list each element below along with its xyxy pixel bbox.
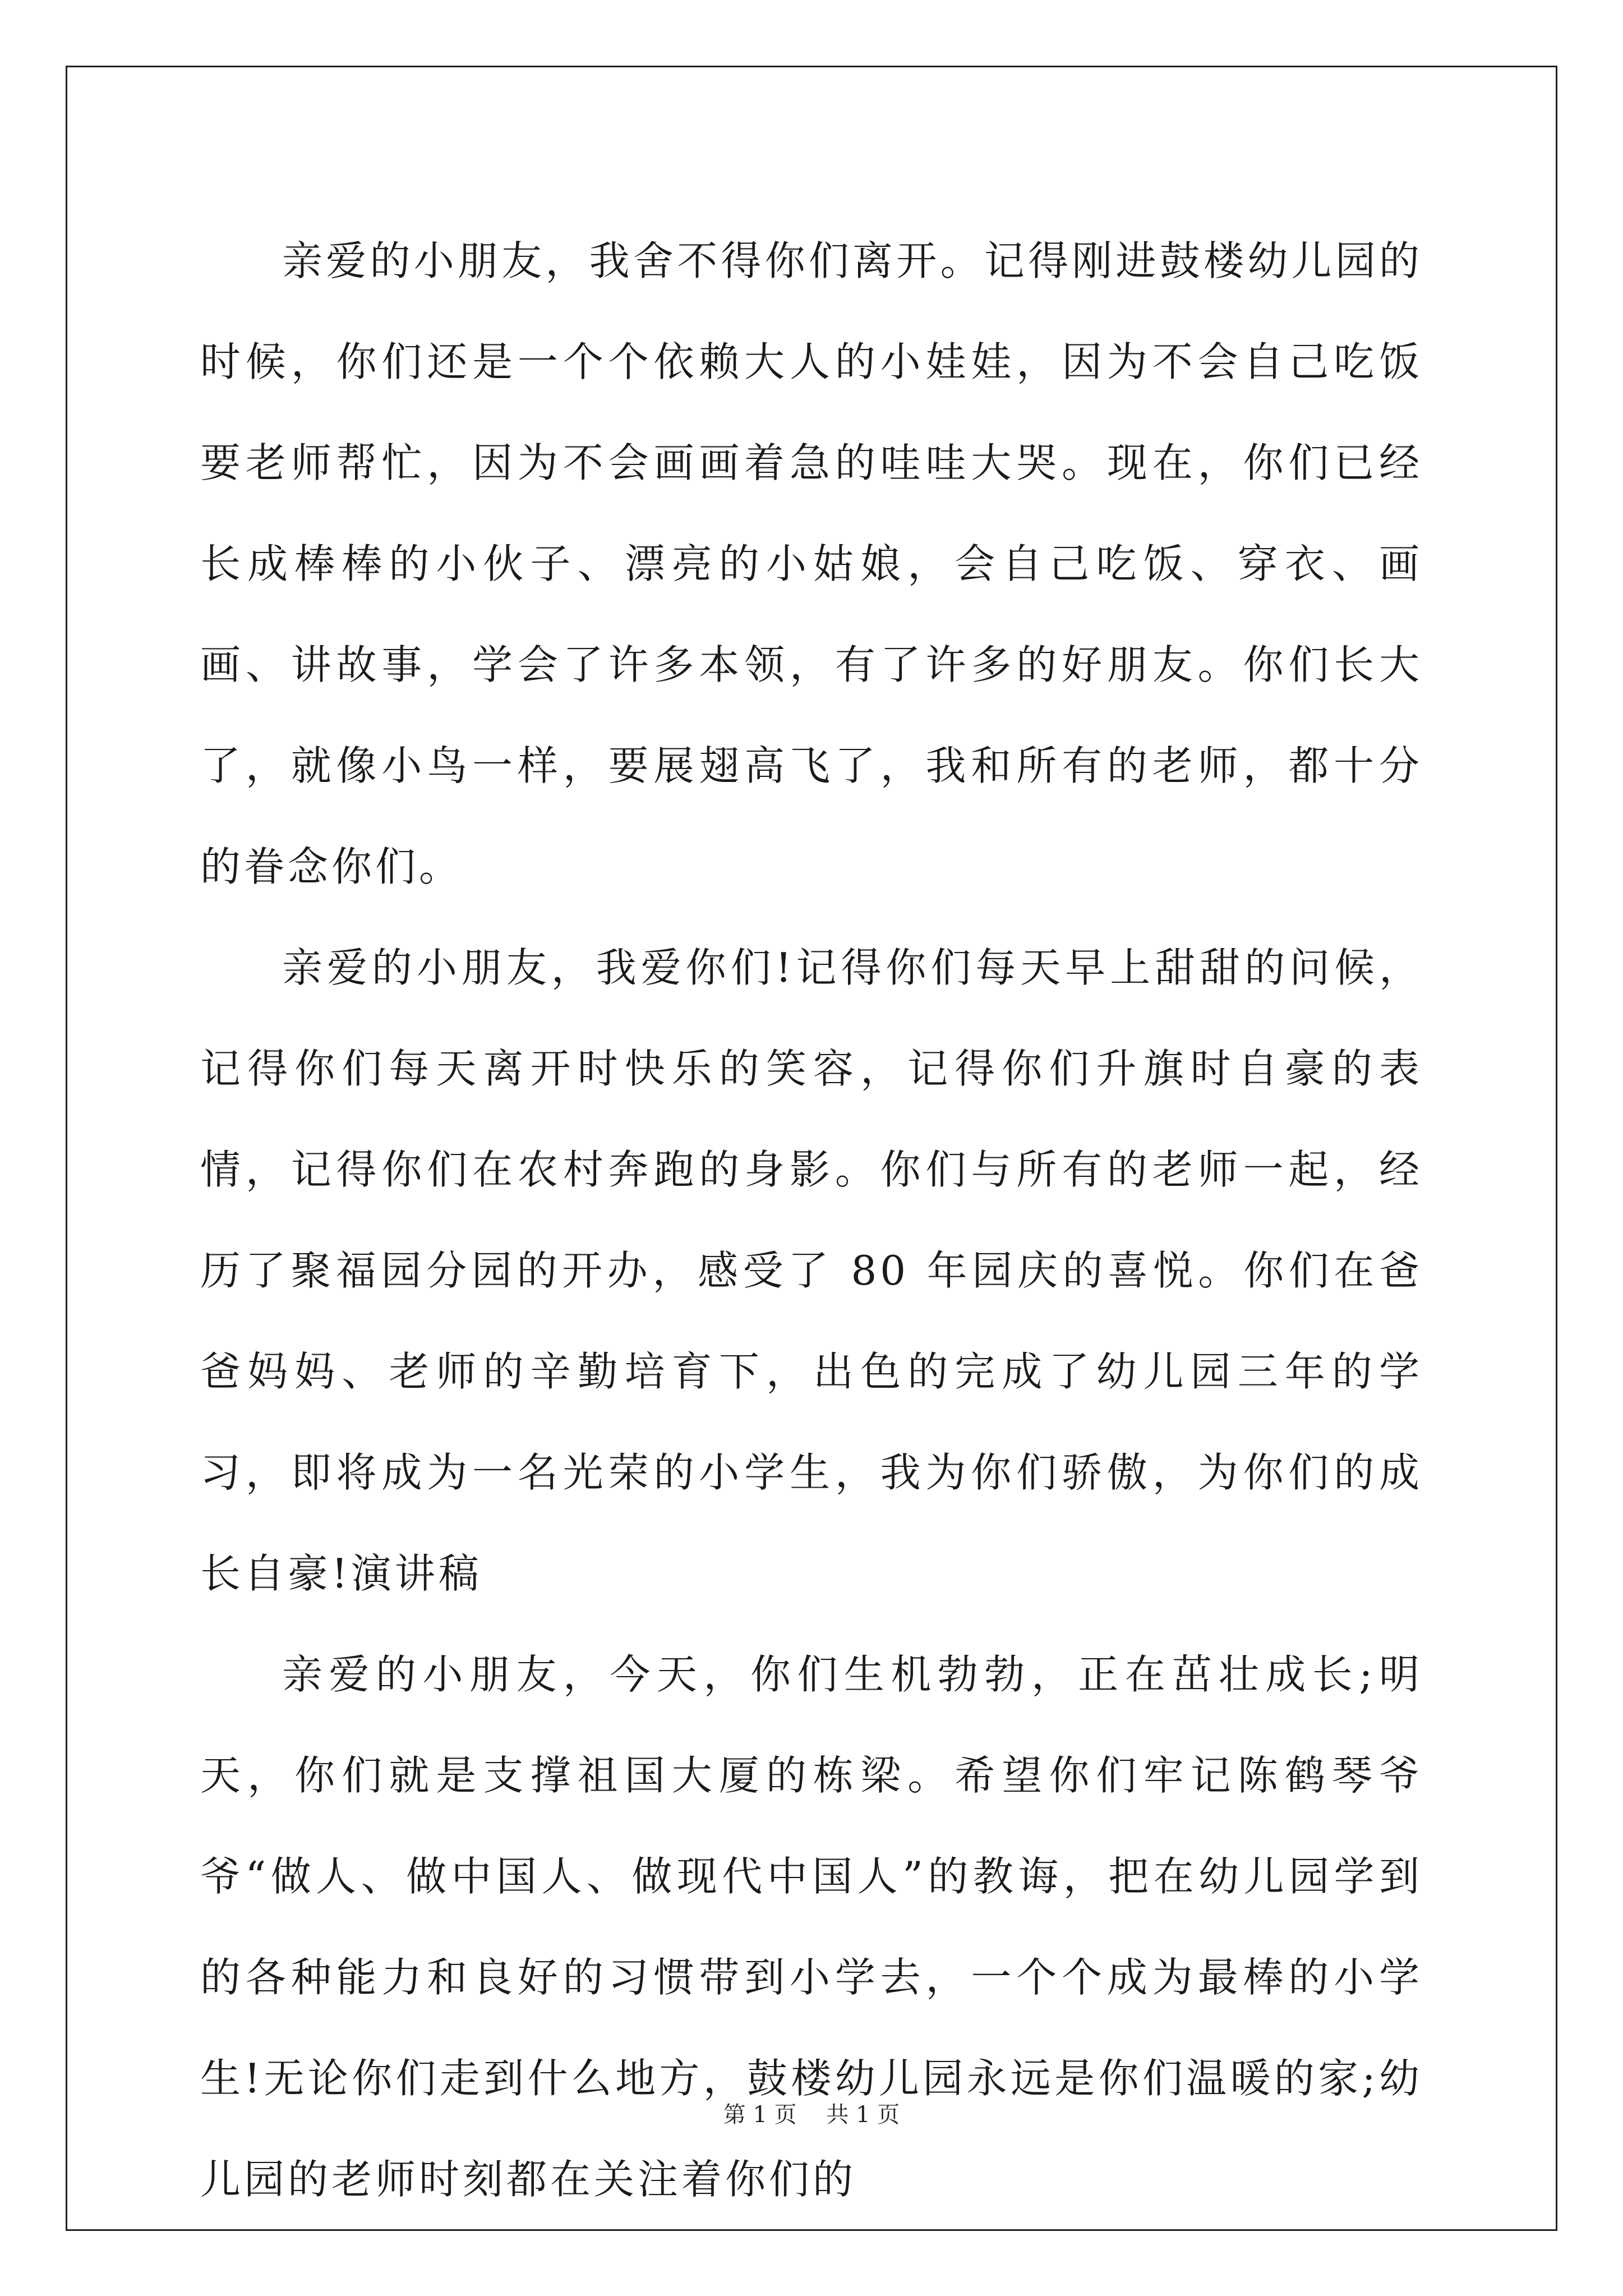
page-number-total: 共 1 页	[826, 2102, 900, 2128]
document-body	[200, 210, 1423, 2230]
paragraph-1: 亲爱的小朋友，我舍不得你们离开。记得刚进鼓楼幼儿园的时候，你们还是一个个依赖大人的小娃娃，因为不会自己吃饭要老师帮忙，因为不会画画着急的哇哇大哭。现在，你们已经长成棒棒的小伙子、漂亮的小姑娘，会自己吃饭、穿衣、画画、讲故事，学会了许多本领，有了许多的好朋友。你们长大了，就像小鸟一样，要展翅高飞了，我和所有的老师，都十分的眷念你们。	[200, 237, 1423, 890]
page-footer	[0, 2099, 1623, 2131]
paragraph-2: 亲爱的小朋友，我爱你们!记得你们每天早上甜甜的问候，记得你们每天离开时快乐的笑容，记得你们升旗时自豪的表情，记得你们在农村奔跑的身影。你们与所有的老师一起，经历了聚福园分园的开办，感受了 80 年园庆的喜悦。你们在爸爸妈妈、老师的辛勤培育下，出色的完成了幼儿园三年的学习，即将成为一名光荣的小学生，我为你们骄傲，为你们的成长自豪!演讲稿	[200, 944, 1423, 1597]
page-number-current: 第 1 页	[723, 2102, 797, 2128]
paragraph-3: 亲爱的小朋友，今天，你们生机勃勃，正在茁壮成长;明天，你们就是支撑祖国大厦的栋梁。希望你们牢记陈鹤琴爷爷“做人、做中国人、做现代中国人”的教诲，把在幼儿园学到的各种能力和良好的习惯带到小学去，一个个成为最棒的小学生!无论你们走到什么地方，鼓楼幼儿园永远是你们温暖的家;幼儿园的老师时刻都在关注着你们的	[200, 1651, 1423, 2203]
